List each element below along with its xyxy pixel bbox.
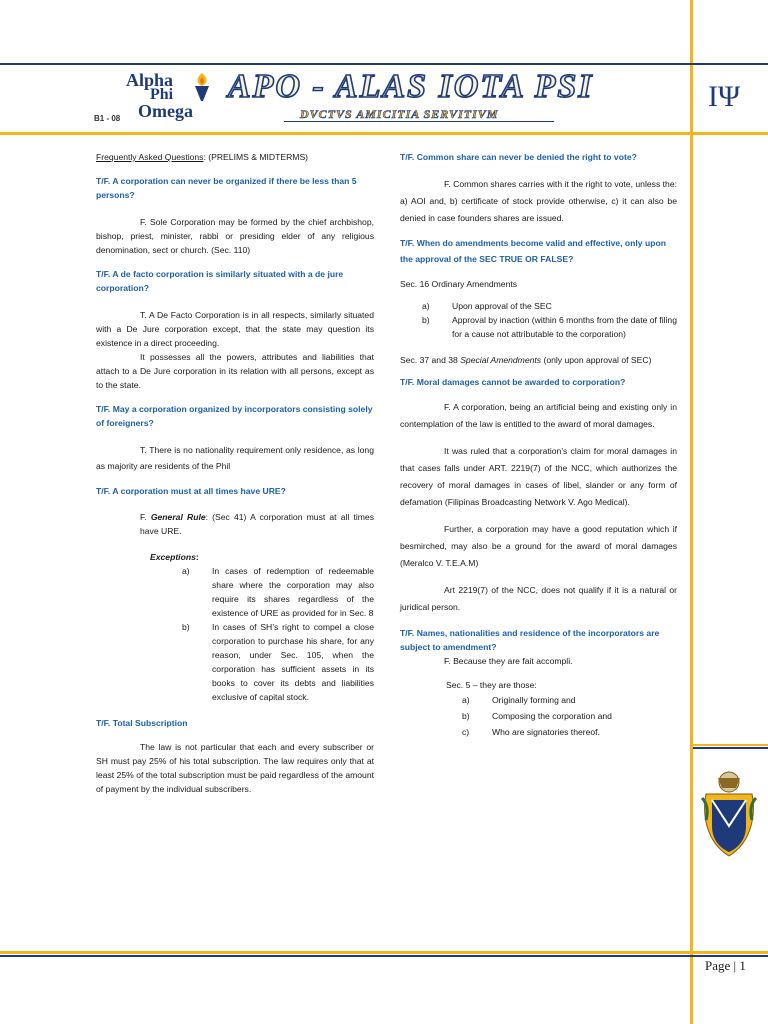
list-item: b) In cases of SH’s right to compel a close corporation to purchase his share, for any reason, under Sec. 105, when the corporation has sufficient assets in its books to cover its debts and liabilities exclusive of capital stock. [182, 622, 374, 702]
question-3: T/F. May a corporation organized by incorporators consisting solely of foreigners? [96, 404, 373, 428]
chapter-letters: ΙΨ [708, 80, 741, 113]
left-column [96, 150, 374, 796]
exceptions-list [96, 564, 374, 704]
answer-7: Sec. 16 Ordinary Amendments [400, 279, 518, 289]
right-column [400, 150, 677, 740]
question-2: T/F. A de facto corporation is similarly situated with a de jure corporation? [96, 269, 344, 293]
answer-2b: It possesses all the powers, attributes and liabilities that attach to a De Jure corporation in its relation with all persons, except as to the state. [96, 352, 374, 390]
answer-1: F. Sole Corporation may be formed by the chief archbishop, bishop, priest, minister, rabbi or presiding elder of any religious denomination, sect or church. (Sec. 110) [96, 217, 374, 255]
answer-8d: Art 2219(7) of the NCC, does not qualify if it is a natural or juridical person. [400, 585, 677, 612]
question-9: T/F. Names, nationalities and residence of the incorporators are subject to amendment? [400, 628, 660, 652]
list-item: a) Upon approval of the SEC [422, 301, 552, 311]
side-gold-rule [693, 744, 768, 746]
document-ref: B1 - 08 [94, 114, 121, 123]
logo-word-omega: Omega [138, 101, 193, 121]
page-subtitle: DVCTVS AMICITIA SERVITIVM [300, 107, 499, 121]
side-blue-rule [693, 747, 768, 749]
header-top-rule [0, 63, 768, 65]
amendments-list [400, 299, 677, 341]
header-bottom-rule [0, 132, 768, 135]
answer-7c: Sec. 37 and 38 Special Amendments (only upon approval of SEC) [400, 355, 652, 365]
page-title: APO - ALAS IOTA PSI [228, 68, 594, 105]
footer-blue-rule [0, 955, 768, 957]
question-5: T/F. Total Subscription [96, 718, 188, 728]
answer-6: F. Common shares carries with it the right to vote, unless the: a) AOI and, b) certificate of stock provide otherwise, c) it can also be denied in case founders shares are issued. [400, 179, 677, 223]
question-4: T/F. A corporation must at all times have URE? [96, 486, 286, 496]
faq-heading: Frequently Asked Questions: (PRELIMS & MIDTERMS) [96, 152, 309, 162]
coat-of-arms-icon [700, 764, 758, 860]
answer-9: F. Because they are fait accompli. [444, 656, 573, 666]
list-item: b) Composing the corporation and [462, 711, 612, 721]
logo-word-alpha: Alpha [126, 70, 174, 90]
answer-9b: Sec. 5 – they are those: [446, 680, 537, 690]
question-6: T/F. Common share can never be denied the right to vote? [400, 152, 637, 162]
answer-8c: Further, a corporation may have a good reputation which if besmirched, may also be a ground for the award of moral damages (Meralco V. T.E.A.M) [400, 524, 677, 568]
list-item: b) Approval by inaction (within 6 months from the date of filing for a cause not attributable to the corporation) [422, 315, 677, 339]
question-1: T/F. A corporation can never be organized if there be less than 5 persons? [96, 176, 357, 200]
exceptions-label: Exceptions: [150, 552, 199, 562]
question-8: T/F. Moral damages cannot be awarded to corporation? [400, 377, 626, 387]
torch-icon [191, 71, 213, 103]
frame-vertical-line [690, 0, 693, 1024]
list-item: a) In cases of redemption of redeemable share where the corporation may also require its shares regardless of the existence of URE as provided for in Sec. 8 [182, 566, 374, 618]
answer-2a: T. A De Facto Corporation is in all respects, similarly situated with a De Jure corporation except, that the state may question its existence in a direct proceeding. [96, 310, 374, 348]
question-7: T/F. When do amendments become valid and effective, only upon the approval of the SEC TRUE OR FALSE? [400, 238, 666, 264]
footer-gold-rule [0, 951, 768, 954]
fraternity-logo [108, 70, 228, 122]
logo-word-phi: Phi [150, 86, 174, 103]
page-number: Page | 1 [705, 958, 746, 973]
answer-8a: F. A corporation, being an artificial being and existing only in contemplation of the law is entitled to the award of moral damages. [400, 402, 677, 429]
answer-8b: It was ruled that a corporation’s claim for moral damages in that cases falls under ART. 2219(7) of the NCC, which authorizes the recovery of moral damages in cases of libel, slander or any form of defamation (Filipinas Broadcasting Network V. Ago Medical). [400, 446, 677, 507]
incorporators-list [400, 692, 677, 740]
subtitle-underline [284, 121, 554, 122]
answer-5: The law is not particular that each and every subscriber or SH must pay 25% of his total subscription. The law requires only that at least 25% of the total subscription must be paid regardless of the amount of payment by the individual subscribers. [96, 742, 374, 794]
list-item: c) Who are signatories thereof. [462, 727, 600, 737]
list-item: a) Originally forming and [462, 695, 576, 705]
answer-3: T. There is no nationality requirement only residence, as long as majority are residents of the Phil [96, 445, 374, 471]
answer-4: F. General Rule: (Sec 41) A corporation must at all times have URE. [140, 512, 375, 536]
